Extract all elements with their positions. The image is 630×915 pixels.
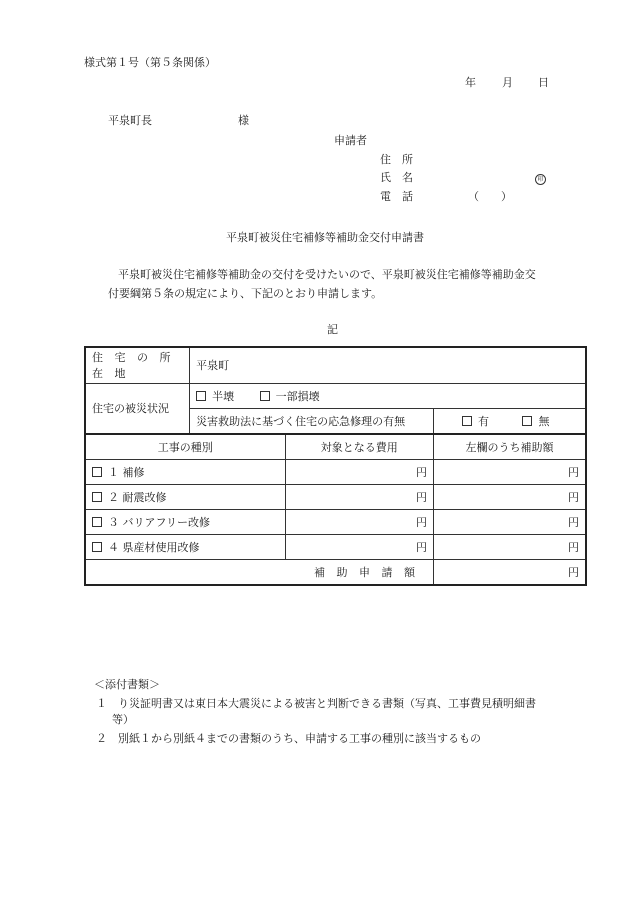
damage-label: 住宅の被災状況 <box>85 383 190 434</box>
header-subsidy: 左欄のうち補助額 <box>433 434 586 460</box>
total-label: 補 助 申 請 額 <box>85 559 433 585</box>
checkbox-icon <box>260 391 270 401</box>
addressee-honorific: 様 <box>238 114 249 127</box>
checkbox-icon <box>462 416 472 426</box>
checkbox-icon <box>92 517 102 527</box>
rescue-yes-checkbox[interactable]: 有 <box>462 415 489 428</box>
damage-options <box>190 383 586 408</box>
location-label: 住 宅 の 所 在 地 <box>85 347 190 383</box>
attachment-item2: ２ 別紙１から別紙４までの書類のうち、申請する工事の種別に該当するもの <box>96 732 481 745</box>
work-row <box>85 534 586 559</box>
work-row <box>85 459 586 484</box>
subsidy-cell[interactable]: 円 <box>433 459 586 484</box>
rescue-question: 災害救助法に基づく住宅の応急修理の有無 <box>190 408 434 434</box>
work-row <box>85 484 586 509</box>
seal-mark: 印 <box>535 171 546 185</box>
body-text-line2: 付要綱第５条の規定により、下記のとおり申請します。 <box>108 287 383 300</box>
header-target-cost: 対象となる費用 <box>285 434 433 460</box>
address-label: 住 所 <box>380 153 413 166</box>
work-type-cell[interactable]: ２ 耐震改修 <box>85 484 285 509</box>
document-title: 平泉町被災住宅補修等補助金交付申請書 <box>226 231 424 244</box>
checkbox-icon <box>92 542 102 552</box>
phone-parens: （ ） <box>468 190 512 203</box>
date-year-label: 年 <box>465 76 476 89</box>
date-month-label: 月 <box>502 76 513 89</box>
applicant-label: 申請者 <box>334 134 367 147</box>
cost-cell[interactable]: 円 <box>285 484 433 509</box>
form-number: 様式第１号（第５条関係） <box>84 56 216 69</box>
checkbox-icon <box>92 492 102 502</box>
addressee-name: 平泉町長 <box>108 114 152 127</box>
phone-label: 電 話 <box>380 190 413 203</box>
work-type-cell[interactable]: ４ 県産材使用改修 <box>85 534 285 559</box>
subsidy-cell[interactable]: 円 <box>433 484 586 509</box>
cost-cell[interactable]: 円 <box>285 509 433 534</box>
attachment-item1-line2: 等） <box>112 713 134 726</box>
cost-cell[interactable]: 円 <box>285 459 433 484</box>
rescue-options <box>433 408 586 434</box>
header-work-type: 工事の種別 <box>85 434 285 460</box>
attachment-item1-line1: １ り災証明書又は東日本大震災による被害と判断できる書類（写真、工事費見積明細書 <box>96 697 536 710</box>
work-row <box>85 509 586 534</box>
location-field[interactable] <box>190 347 586 383</box>
damage-half-checkbox[interactable]: 半壊 <box>196 390 234 403</box>
cost-cell[interactable]: 円 <box>285 534 433 559</box>
ki-label: 記 <box>327 323 338 336</box>
checkbox-icon <box>92 467 102 477</box>
date-day-label: 日 <box>538 76 549 89</box>
attachments-heading: ＜添付書類＞ <box>94 678 160 691</box>
checkbox-icon <box>196 391 206 401</box>
work-type-cell[interactable]: １ 補修 <box>85 459 285 484</box>
damage-partial-checkbox[interactable]: 一部損壊 <box>260 390 320 403</box>
application-table <box>84 346 587 586</box>
location-value: 平泉町 <box>196 359 230 373</box>
name-label: 氏 名 <box>380 171 413 184</box>
rescue-no-checkbox[interactable]: 無 <box>522 415 549 428</box>
subsidy-cell[interactable]: 円 <box>433 534 586 559</box>
checkbox-icon <box>522 416 532 426</box>
total-cell[interactable]: 円 <box>433 559 586 585</box>
work-type-cell[interactable]: ３ バリアフリー改修 <box>85 509 285 534</box>
subsidy-cell[interactable]: 円 <box>433 509 586 534</box>
body-text-line1: 平泉町被災住宅補修等補助金の交付を受けたいので、平泉町被災住宅補修等補助金交 <box>118 268 536 281</box>
